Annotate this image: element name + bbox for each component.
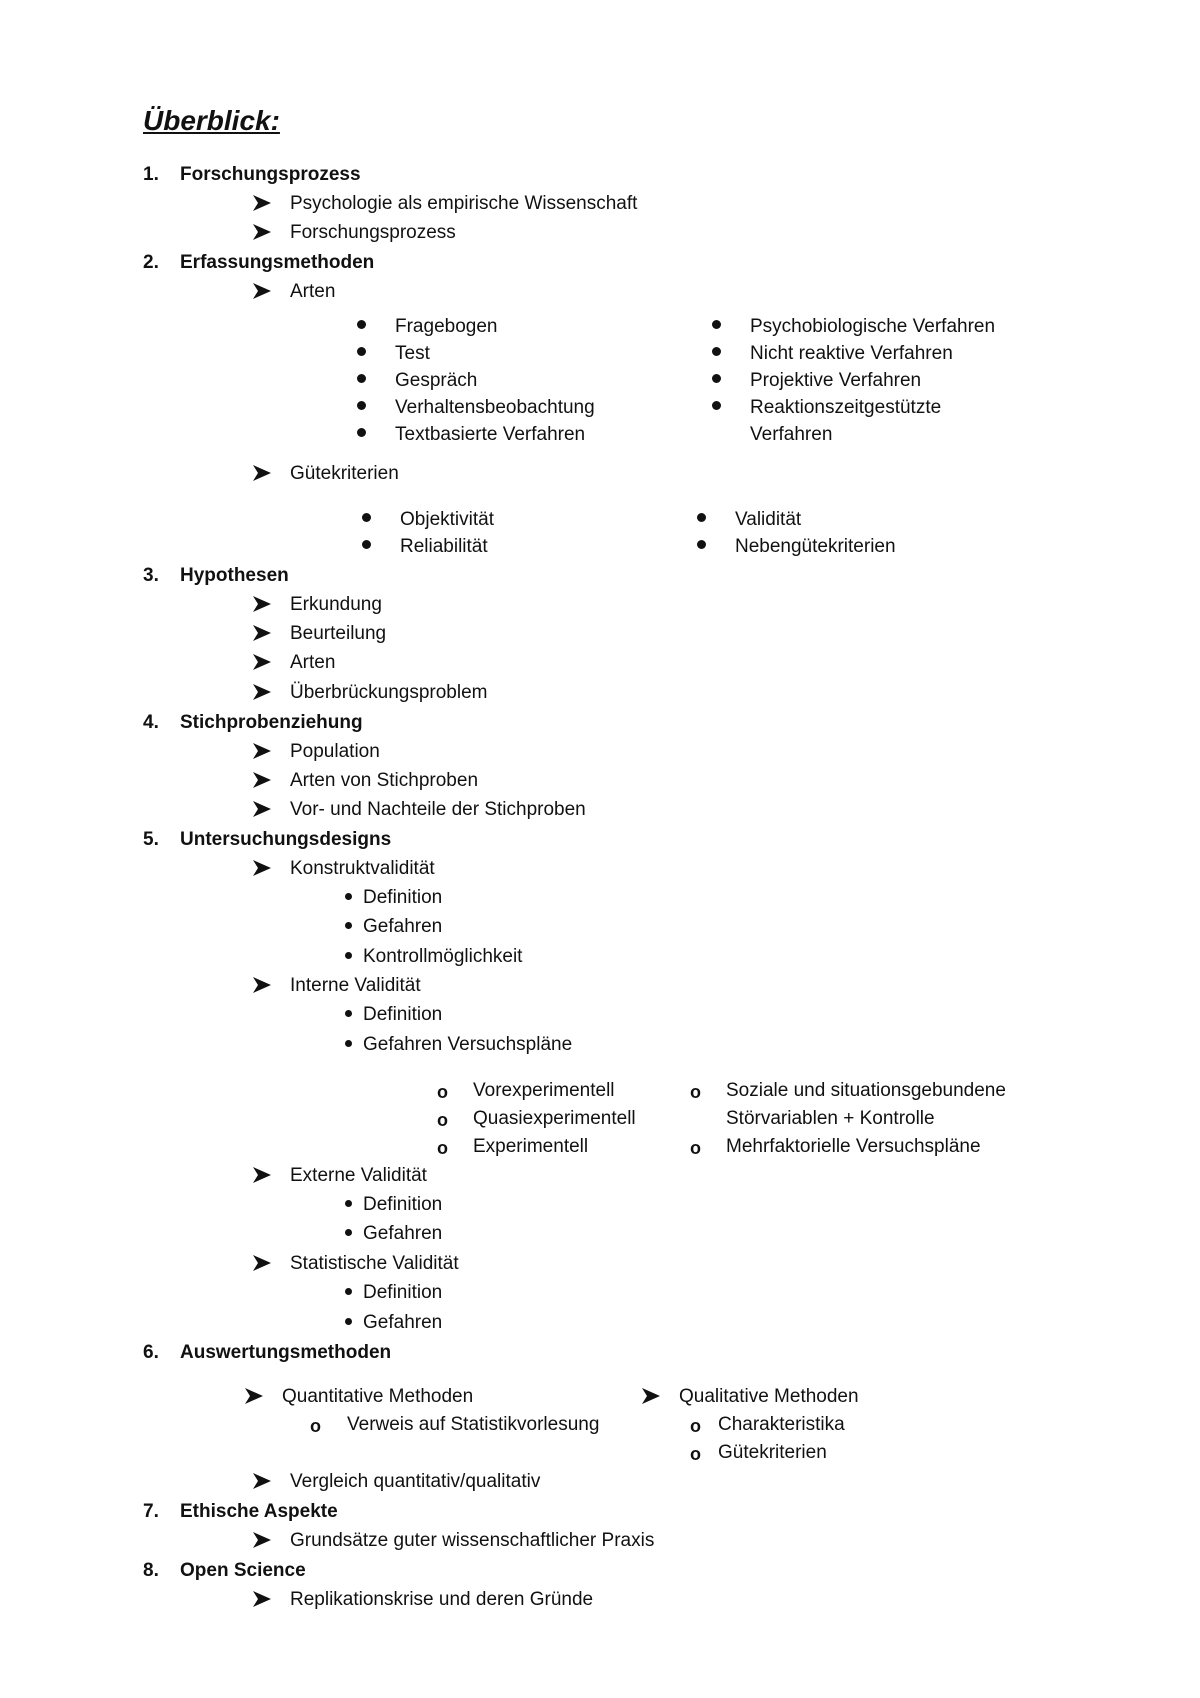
bullet-dot-icon [357, 401, 366, 410]
arrow-bullet-icon [252, 1165, 272, 1185]
circle-bullet-icon: o [437, 1138, 448, 1158]
list-item: Objektivität [400, 509, 494, 530]
bullet-dot-icon [345, 1318, 352, 1325]
section-number: 4. [143, 712, 159, 733]
list-item: Vergleich quantitativ/qualitativ [290, 1471, 541, 1492]
arrow-bullet-icon [252, 858, 272, 878]
list-item: Vorexperimentell [473, 1080, 615, 1101]
list-item: Projektive Verfahren [750, 370, 922, 391]
section-heading: Forschungsprozess [180, 164, 361, 185]
bullet-dot-icon [357, 428, 366, 437]
circle-bullet-icon: o [310, 1416, 321, 1436]
list-item: Vor- und Nachteile der Stichproben [290, 799, 586, 820]
arrow-bullet-icon [252, 975, 272, 995]
list-item: Quantitative Methoden [282, 1386, 474, 1407]
list-item: Forschungsprozess [290, 222, 456, 243]
arrow-bullet-icon [252, 652, 272, 672]
list-item: Reaktionszeitgestützte [750, 397, 942, 418]
section-number: 8. [143, 1560, 159, 1581]
list-item: Verhaltensbeobachtung [395, 397, 595, 418]
list-item: Externe Validität [290, 1165, 427, 1186]
arrow-bullet-icon [252, 799, 272, 819]
arrow-bullet-icon [252, 281, 272, 301]
list-item: Gefahren [363, 916, 443, 937]
list-item: Interne Validität [290, 975, 421, 996]
bullet-dot-icon [712, 320, 721, 329]
section-number: 5. [143, 829, 159, 850]
arrow-bullet-icon [252, 741, 272, 761]
arrow-bullet-icon [641, 1386, 661, 1406]
circle-bullet-icon: o [437, 1082, 448, 1102]
circle-bullet-icon: o [690, 1138, 701, 1158]
circle-bullet-icon: o [690, 1416, 701, 1436]
list-item: Beurteilung [290, 623, 387, 644]
bullet-dot-icon [345, 893, 352, 900]
arrow-bullet-icon [252, 623, 272, 643]
list-item: Gespräch [395, 370, 478, 391]
section-heading: Stichprobenziehung [180, 712, 363, 733]
list-item: Gefahren [363, 1223, 443, 1244]
arrow-bullet-icon [252, 1471, 272, 1491]
list-item: Gütekriterien [290, 463, 399, 484]
list-item: Verfahren [750, 424, 833, 445]
list-item: Gefahren [363, 1312, 443, 1333]
arrow-bullet-icon [252, 770, 272, 790]
section-heading: Open Science [180, 1560, 306, 1581]
list-item: Statistische Validität [290, 1253, 459, 1274]
bullet-dot-icon [345, 1040, 352, 1047]
list-item: Nebengütekriterien [735, 536, 896, 557]
list-item: Nicht reaktive Verfahren [750, 343, 953, 364]
circle-bullet-icon: o [690, 1444, 701, 1464]
bullet-dot-icon [712, 401, 721, 410]
list-item: Quasiexperimentell [473, 1108, 636, 1129]
list-item: Definition [363, 887, 443, 908]
bullet-dot-icon [362, 540, 371, 549]
section-number: 3. [143, 565, 159, 586]
bullet-dot-icon [345, 1229, 352, 1236]
list-item: Gefahren Versuchspläne [363, 1034, 573, 1055]
circle-bullet-icon: o [437, 1110, 448, 1130]
section-heading: Untersuchungsdesigns [180, 829, 392, 850]
list-item: Qualitative Methoden [679, 1386, 859, 1407]
section-number: 7. [143, 1501, 159, 1522]
section-number: 1. [143, 164, 159, 185]
arrow-bullet-icon [252, 463, 272, 483]
arrow-bullet-icon [252, 682, 272, 702]
circle-bullet-icon: o [690, 1082, 701, 1102]
list-item: Verweis auf Statistikvorlesung [347, 1414, 600, 1435]
list-item: Erkundung [290, 594, 382, 615]
list-item: Definition [363, 1194, 443, 1215]
bullet-dot-icon [357, 320, 366, 329]
bullet-dot-icon [357, 347, 366, 356]
list-item: Konstruktvalidität [290, 858, 435, 879]
bullet-dot-icon [357, 374, 366, 383]
list-item: Arten von Stichproben [290, 770, 479, 791]
list-item: Psychobiologische Verfahren [750, 316, 996, 337]
list-item: Experimentell [473, 1136, 589, 1157]
bullet-dot-icon [345, 952, 352, 959]
list-item: Mehrfaktorielle Versuchspläne [726, 1136, 981, 1157]
list-item: Gütekriterien [718, 1442, 827, 1463]
bullet-dot-icon [345, 1010, 352, 1017]
arrow-bullet-icon [244, 1386, 264, 1406]
arrow-bullet-icon [252, 1589, 272, 1609]
bullet-dot-icon [345, 1200, 352, 1207]
bullet-dot-icon [345, 922, 352, 929]
list-item: Kontrollmöglichkeit [363, 946, 523, 967]
section-heading: Erfassungsmethoden [180, 252, 375, 273]
arrow-bullet-icon [252, 193, 272, 213]
list-item: Störvariablen + Kontrolle [726, 1108, 935, 1129]
arrow-bullet-icon [252, 1253, 272, 1273]
list-item: Replikationskrise und deren Gründe [290, 1589, 594, 1610]
list-item: Grundsätze guter wissenschaftlicher Praxis [290, 1530, 655, 1551]
page-title: Überblick: [143, 105, 280, 136]
arrow-bullet-icon [252, 222, 272, 242]
list-item: Definition [363, 1004, 443, 1025]
bullet-dot-icon [362, 513, 371, 522]
list-item: Population [290, 741, 380, 762]
list-item: Charakteristika [718, 1414, 845, 1435]
list-item: Textbasierte Verfahren [395, 424, 586, 445]
bullet-dot-icon [712, 374, 721, 383]
bullet-dot-icon [345, 1288, 352, 1295]
list-item: Validität [735, 509, 802, 530]
list-item: Fragebogen [395, 316, 498, 337]
bullet-dot-icon [697, 513, 706, 522]
section-number: 6. [143, 1342, 159, 1363]
section-number: 2. [143, 252, 159, 273]
section-heading: Ethische Aspekte [180, 1501, 338, 1522]
arrow-bullet-icon [252, 1530, 272, 1550]
list-item: Psychologie als empirische Wissenschaft [290, 193, 638, 214]
bullet-dot-icon [712, 347, 721, 356]
list-item: Soziale und situationsgebundene [726, 1080, 1006, 1101]
arrow-bullet-icon [252, 594, 272, 614]
list-item: Definition [363, 1282, 443, 1303]
section-heading: Auswertungsmethoden [180, 1342, 392, 1363]
list-item: Arten [290, 652, 336, 673]
section-heading: Hypothesen [180, 565, 289, 586]
list-item: Überbrückungsproblem [290, 682, 488, 703]
list-item: Test [395, 343, 430, 364]
list-item: Arten [290, 281, 336, 302]
list-item: Reliabilität [400, 536, 488, 557]
bullet-dot-icon [697, 540, 706, 549]
